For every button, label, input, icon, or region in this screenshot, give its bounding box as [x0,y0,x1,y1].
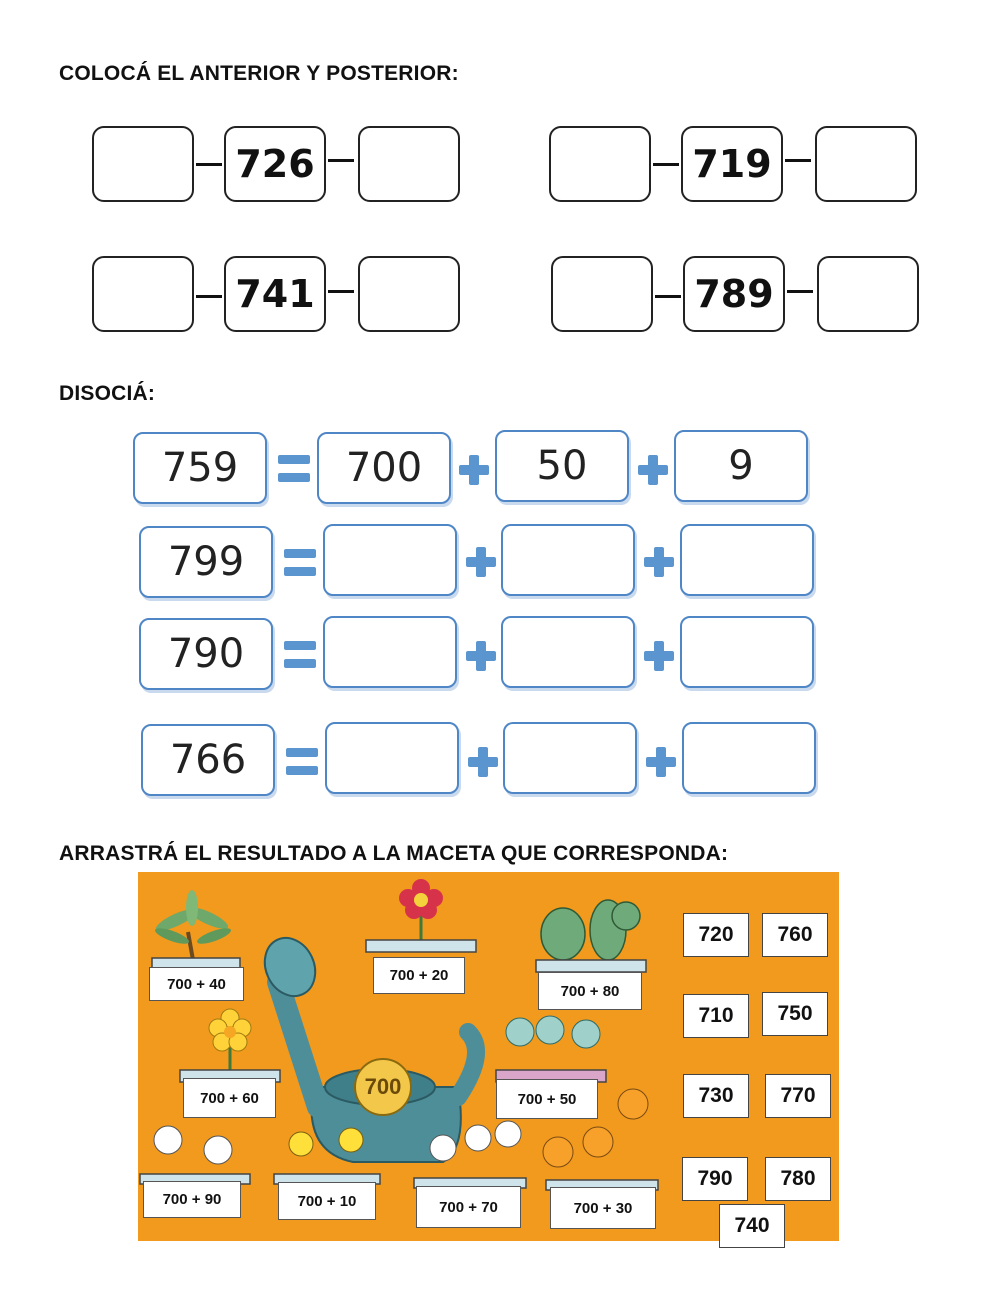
number-box-766: 766 [141,724,275,796]
connector-dash [328,159,354,162]
connector-dash [785,159,811,162]
hundreds-input-790[interactable] [323,616,457,688]
palm-plant-icon [152,890,240,968]
tens-input-790[interactable] [501,616,635,688]
tens-input-799[interactable] [501,524,635,596]
answer-tile-730[interactable]: 730 [683,1074,749,1118]
previous-input-719[interactable] [549,126,651,202]
answer-tile-750[interactable]: 750 [762,992,828,1036]
pot-label-700-80[interactable]: 700 + 80 [538,972,642,1010]
red-flower-icon [366,879,476,952]
section2-heading: DISOCIÁ: [59,382,156,405]
pot-label-700-10[interactable]: 700 + 10 [278,1182,376,1220]
connector-dash [196,295,222,298]
hundreds-input-766[interactable] [325,722,459,794]
answer-tile-710[interactable]: 710 [683,994,749,1038]
previous-input-741[interactable] [92,256,194,332]
next-input-726[interactable] [358,126,460,202]
answer-tile-790[interactable]: 790 [682,1157,748,1201]
connector-dash [787,290,813,293]
yellow-flower-icon [180,1009,280,1082]
previous-input-789[interactable] [551,256,653,332]
hundreds-input-799[interactable] [323,524,457,596]
number-box-790: 790 [139,618,273,690]
units-box-759: 9 [674,430,808,502]
plus-sign [644,641,674,671]
units-input-766[interactable] [682,722,816,794]
plus-sign [468,747,498,777]
answer-tile-720[interactable]: 720 [683,913,749,957]
connector-dash [328,290,354,293]
section1-heading: COLOCÁ EL ANTERIOR Y POSTERIOR: [59,62,459,85]
answer-tile-770[interactable]: 770 [765,1074,831,1118]
plus-sign [646,747,676,777]
answer-tile-760[interactable]: 760 [762,913,828,957]
given-number-789: 789 [683,256,785,332]
number-box-759: 759 [133,432,267,504]
next-input-741[interactable] [358,256,460,332]
hundreds-box-759: 700 [317,432,451,504]
plus-sign [644,547,674,577]
plus-sign [459,455,489,485]
pot-label-700-90[interactable]: 700 + 90 [143,1181,241,1218]
given-number-726: 726 [224,126,326,202]
equals-sign [286,748,318,784]
equals-sign [278,455,310,491]
connector-dash [655,295,681,298]
previous-input-726[interactable] [92,126,194,202]
watering-can-label: 700 [364,1074,402,1099]
tens-input-766[interactable] [503,722,637,794]
blue-flowers-icon [496,1016,606,1082]
connector-dash [196,163,222,166]
pot-label-700-60[interactable]: 700 + 60 [183,1078,276,1118]
tens-box-759: 50 [495,430,629,502]
next-input-719[interactable] [815,126,917,202]
answer-tile-740[interactable]: 740 [719,1204,785,1248]
pot-label-700-40[interactable]: 700 + 40 [149,967,244,1001]
number-box-799: 799 [139,526,273,598]
units-input-790[interactable] [680,616,814,688]
pot-label-700-70[interactable]: 700 + 70 [416,1186,521,1228]
pot-label-700-50[interactable]: 700 + 50 [496,1079,598,1119]
next-input-789[interactable] [817,256,919,332]
given-number-719: 719 [681,126,783,202]
answer-tile-780[interactable]: 780 [765,1157,831,1201]
pot-label-700-20[interactable]: 700 + 20 [373,957,465,994]
section3-heading: ARRASTRÁ EL RESULTADO A LA MACETA QUE CORRESPONDA: [59,842,729,865]
equals-sign [284,549,316,585]
connector-dash [653,163,679,166]
units-input-799[interactable] [680,524,814,596]
plus-sign [638,455,668,485]
cactus-icon [536,900,646,972]
pot-label-700-30[interactable]: 700 + 30 [550,1187,656,1229]
white-daisies-icon [140,1126,250,1184]
equals-sign [284,641,316,677]
plus-sign [466,547,496,577]
given-number-741: 741 [224,256,326,332]
plus-sign [466,641,496,671]
